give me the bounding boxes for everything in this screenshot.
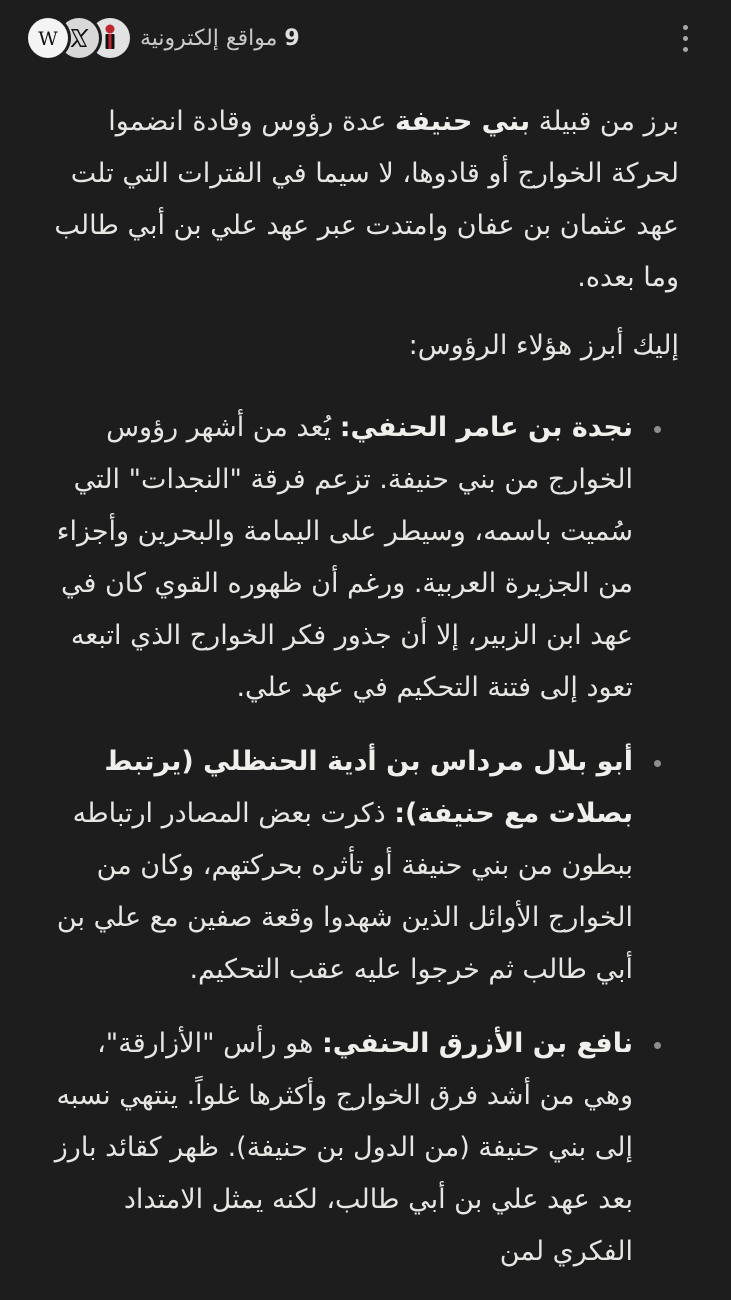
svg-text:W: W (38, 28, 58, 50)
more-vertical-icon[interactable] (667, 10, 703, 66)
sources-button[interactable] (28, 18, 300, 58)
intro-text-start: برز من قبيلة (530, 106, 679, 137)
sources-count-label (140, 26, 300, 51)
sources-count: 9 (284, 25, 300, 51)
answer-body (52, 96, 679, 1300)
lead-line: إليك أبرز هؤلاء الرؤوس: (408, 330, 679, 361)
list-item (52, 1018, 633, 1278)
wikipedia-icon (28, 18, 68, 58)
source-icons (28, 18, 130, 58)
item-text: ذكرت بعض المصادر ارتباطه ببطون من بني حنيفة أو تأثره بحركتهم، وكان من الخوارج الأوائل الذين شهدوا وقعة صفين مع علي بن أبي طالب ثم خرجوا عليه عقب التحكيم. (56, 798, 633, 985)
sources-label: مواقع إلكترونية (140, 25, 278, 51)
figures-list (52, 402, 679, 1278)
list-item (52, 736, 633, 996)
item-text: يُعد من أشهر رؤوس الخوارج من بني حنيفة. تزعم فرقة "النجدات" التي سُميت باسمه، وسيطر على اليمامة والبحرين وأجزاء من الجزيرة العربية. ورغم أن ظهوره القوي كان في عهد ابن الزبير، إلا أن جذور فكر الخوارج الذي اتبعه تعود إلى فتنة التحكيم في عهد علي. (56, 412, 633, 703)
item-text: هو رأس "الأزارقة"، وهي من أشد فرق الخوارج وأكثرها غلواً. ينتهي نسبه إلى بني حنيفة (من الدول بن حنيفة). ظهر كقائد بارز بعد عهد علي بن أبي طالب، لكنه يمثل الامتداد الفكري لمن (54, 1028, 633, 1267)
intro-highlight: بني حنيفة (394, 106, 531, 137)
intro-paragraph (52, 96, 679, 304)
item-title: نجدة بن عامر الحنفي: (339, 412, 633, 443)
list-item (52, 402, 633, 714)
item-title: أبو بلال مرداس بن أدية الحنظلي (يرتبط بصلات مع حنيفة): (104, 746, 633, 829)
item-title: نافع بن الأزرق الحنفي: (321, 1028, 633, 1059)
sources-bar (28, 10, 703, 66)
intro-text-end: عدة رؤوس وقادة انضموا لحركة الخوارج أو قادوها، لا سيما في الفترات التي تلت عهد عثمان بن عفان وامتدت عبر عهد علي بن أبي طالب وما بعده. (54, 106, 679, 293)
